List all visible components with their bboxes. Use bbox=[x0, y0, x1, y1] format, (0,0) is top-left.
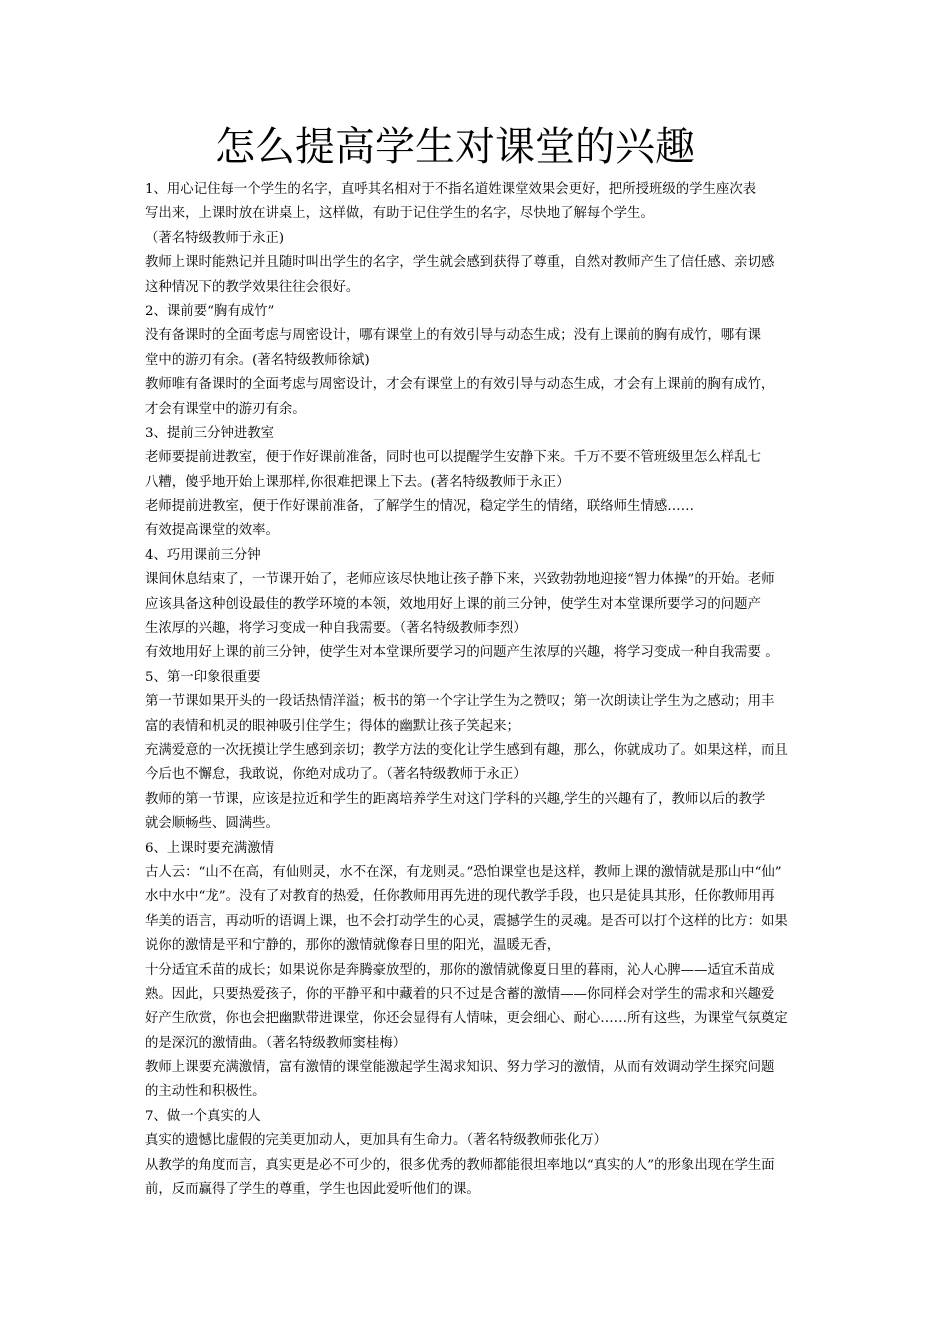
text-line: 5、第一印象很重要 bbox=[145, 669, 261, 685]
text-line: 老师要提前进教室，便于作好课前准备，同时也可以提醒学生安静下来。千万不要不管班级里怎么样乱七 bbox=[145, 450, 761, 466]
text-line: 水中水中“龙”。没有了对教育的热爱，任你教师用再先进的现代教学手段，也只是徒具其形，任你教师用再 bbox=[145, 889, 775, 905]
text-line: 4、巧用课前三分钟 bbox=[145, 547, 261, 563]
text-line: 3、提前三分钟进教室 bbox=[145, 425, 275, 441]
text-line: 真实的遗憾比虚假的完美更加动人，更加具有生命力。（著名特级教师张化万） bbox=[145, 1133, 607, 1149]
text-line: 十分适宜禾苗的成长；如果说你是奔腾豪放型的，那你的激情就像夏日里的暮雨，沁人心脾——适宜禾苗成 bbox=[145, 962, 775, 978]
text-line: 写出来，上课时放在讲桌上，这样做，有助于记住学生的名字，尽快地了解每个学生。 bbox=[145, 206, 654, 222]
text-line: 就会顺畅些、圆满些。 bbox=[145, 816, 279, 832]
text-line: 华美的语言，再动听的语调上课，也不会打动学生的心灵，震撼学生的灵魂。是否可以打个这样的比方：如果 bbox=[145, 913, 788, 929]
text-line: 教师唯有备课时的全面考虑与周密设计，才会有课堂上的有效引导与动态生成，才会有上课前的胸有成竹， bbox=[145, 377, 775, 393]
text-line: 第一节课如果开头的一段话热情洋溢；板书的第一个字让学生为之赞叹；第一次朗读让学生为之感动；用丰 bbox=[145, 694, 775, 710]
text-line: 的是深沉的激情曲。（著名特级教师窦桂梅） bbox=[145, 1035, 407, 1051]
text-line: 应该具备这种创设最佳的教学环境的本领，效地用好上课的前三分钟，使学生对本堂课所要学习的问题产 bbox=[145, 596, 761, 612]
text-line: 才会有课堂中的游刃有余。 bbox=[145, 401, 306, 417]
text-line: 的主动性和积极性。 bbox=[145, 1084, 266, 1100]
text-line: 八糟，傻乎地开始上课那样,你很难把课上下去。(著名特级教师于永正） bbox=[145, 474, 570, 490]
text-line: 富的表情和机灵的眼神吸引住学生；得体的幽默让孩子笑起来； bbox=[145, 718, 520, 734]
text-line: 1、用心记住每一个学生的名字，直呼其名相对于不指名道姓课堂效果会更好，把所授班级的学生座次表 bbox=[145, 182, 757, 197]
text-line: 教师的第一节课，应该是拉近和学生的距离培养学生对这门学科的兴趣,学生的兴趣有了，教师以后的教学 bbox=[145, 791, 766, 807]
text-line: （著名特级教师于永正) bbox=[145, 230, 285, 246]
text-line: 老师提前进教室，便于作好课前准备，了解学生的情况，稳定学生的情绪，联络师生情感…… bbox=[145, 499, 695, 515]
text-line: 教师上课要充满激情，富有激情的课堂能激起学生渴求知识、努力学习的激情，从而有效调动学生探究问题 bbox=[145, 1060, 775, 1076]
document-body bbox=[145, 178, 813, 1202]
text-line: 没有备课时的全面考虑与周密设计，哪有课堂上的有效引导与动态生成；没有上课前的胸有成竹，哪有课 bbox=[145, 328, 761, 344]
text-line: 从教学的角度而言，真实更是必不可少的，很多优秀的教师都能很坦率地以“真实的人”的形象出现在学生面 bbox=[145, 1157, 775, 1173]
text-line: 2、课前要“胸有成竹” bbox=[145, 303, 275, 319]
text-line: 熟。因此，只要热爱孩子，你的平静平和中藏着的只不过是含蓄的激情——你同样会对学生的需求和兴趣爱 bbox=[145, 986, 775, 1002]
text-line: 6、上课时要充满激情 bbox=[145, 840, 275, 856]
text-line: 说你的激情是平和宁静的，那你的激情就像春日里的阳光，温暖无香， bbox=[145, 938, 561, 954]
text-line: 前，反而赢得了学生的尊重，学生也因此爱听他们的课。 bbox=[145, 1182, 480, 1198]
text-line: 生浓厚的兴趣，将学习变成一种自我需要。（著名特级教师李烈） bbox=[145, 621, 527, 637]
text-line: 有效地用好上课的前三分钟，使学生对本堂课所要学习的问题产生浓厚的兴趣，将学习变成一种自我需要 。 bbox=[145, 645, 779, 661]
text-line: 好产生欣赏，你也会把幽默带进课堂，你还会显得有人情味，更会细心、耐心……所有这些，为课堂气氛奠定 bbox=[145, 1011, 788, 1027]
text-line: 这种情况下的教学效果往往会很好。 bbox=[145, 279, 360, 295]
text-line: 古人云：“山不在高，有仙则灵，水不在深，有龙则灵。”恐怕课堂也是这样，教师上课的激情就是那山中“仙” bbox=[145, 864, 782, 880]
text-line: 充满爱意的一次抚摸让学生感到亲切；教学方法的变化让学生感到有趣，那么，你就成功了。如果这样，而且 bbox=[145, 742, 788, 758]
text-line: 堂中的游刃有余。(著名特级教师徐斌) bbox=[145, 352, 370, 368]
page-title: 怎么提高学生对课堂的兴趣 bbox=[215, 124, 695, 170]
text-line: 7、做一个真实的人 bbox=[145, 1108, 261, 1124]
text-line: 今后也不懈怠，我敢说，你绝对成功了。（著名特级教师于永正） bbox=[145, 767, 527, 783]
text-line: 有效提高课堂的效率。 bbox=[145, 523, 279, 539]
text-line: 课间休息结束了，一节课开始了，老师应该尽快地让孩子静下来，兴致勃勃地迎接“智力体操”的开始。老师 bbox=[145, 572, 775, 588]
text-line: 教师上课时能熟记并且随时叫出学生的名字，学生就会感到获得了尊重，自然对教师产生了信任感、亲切感 bbox=[145, 255, 775, 271]
